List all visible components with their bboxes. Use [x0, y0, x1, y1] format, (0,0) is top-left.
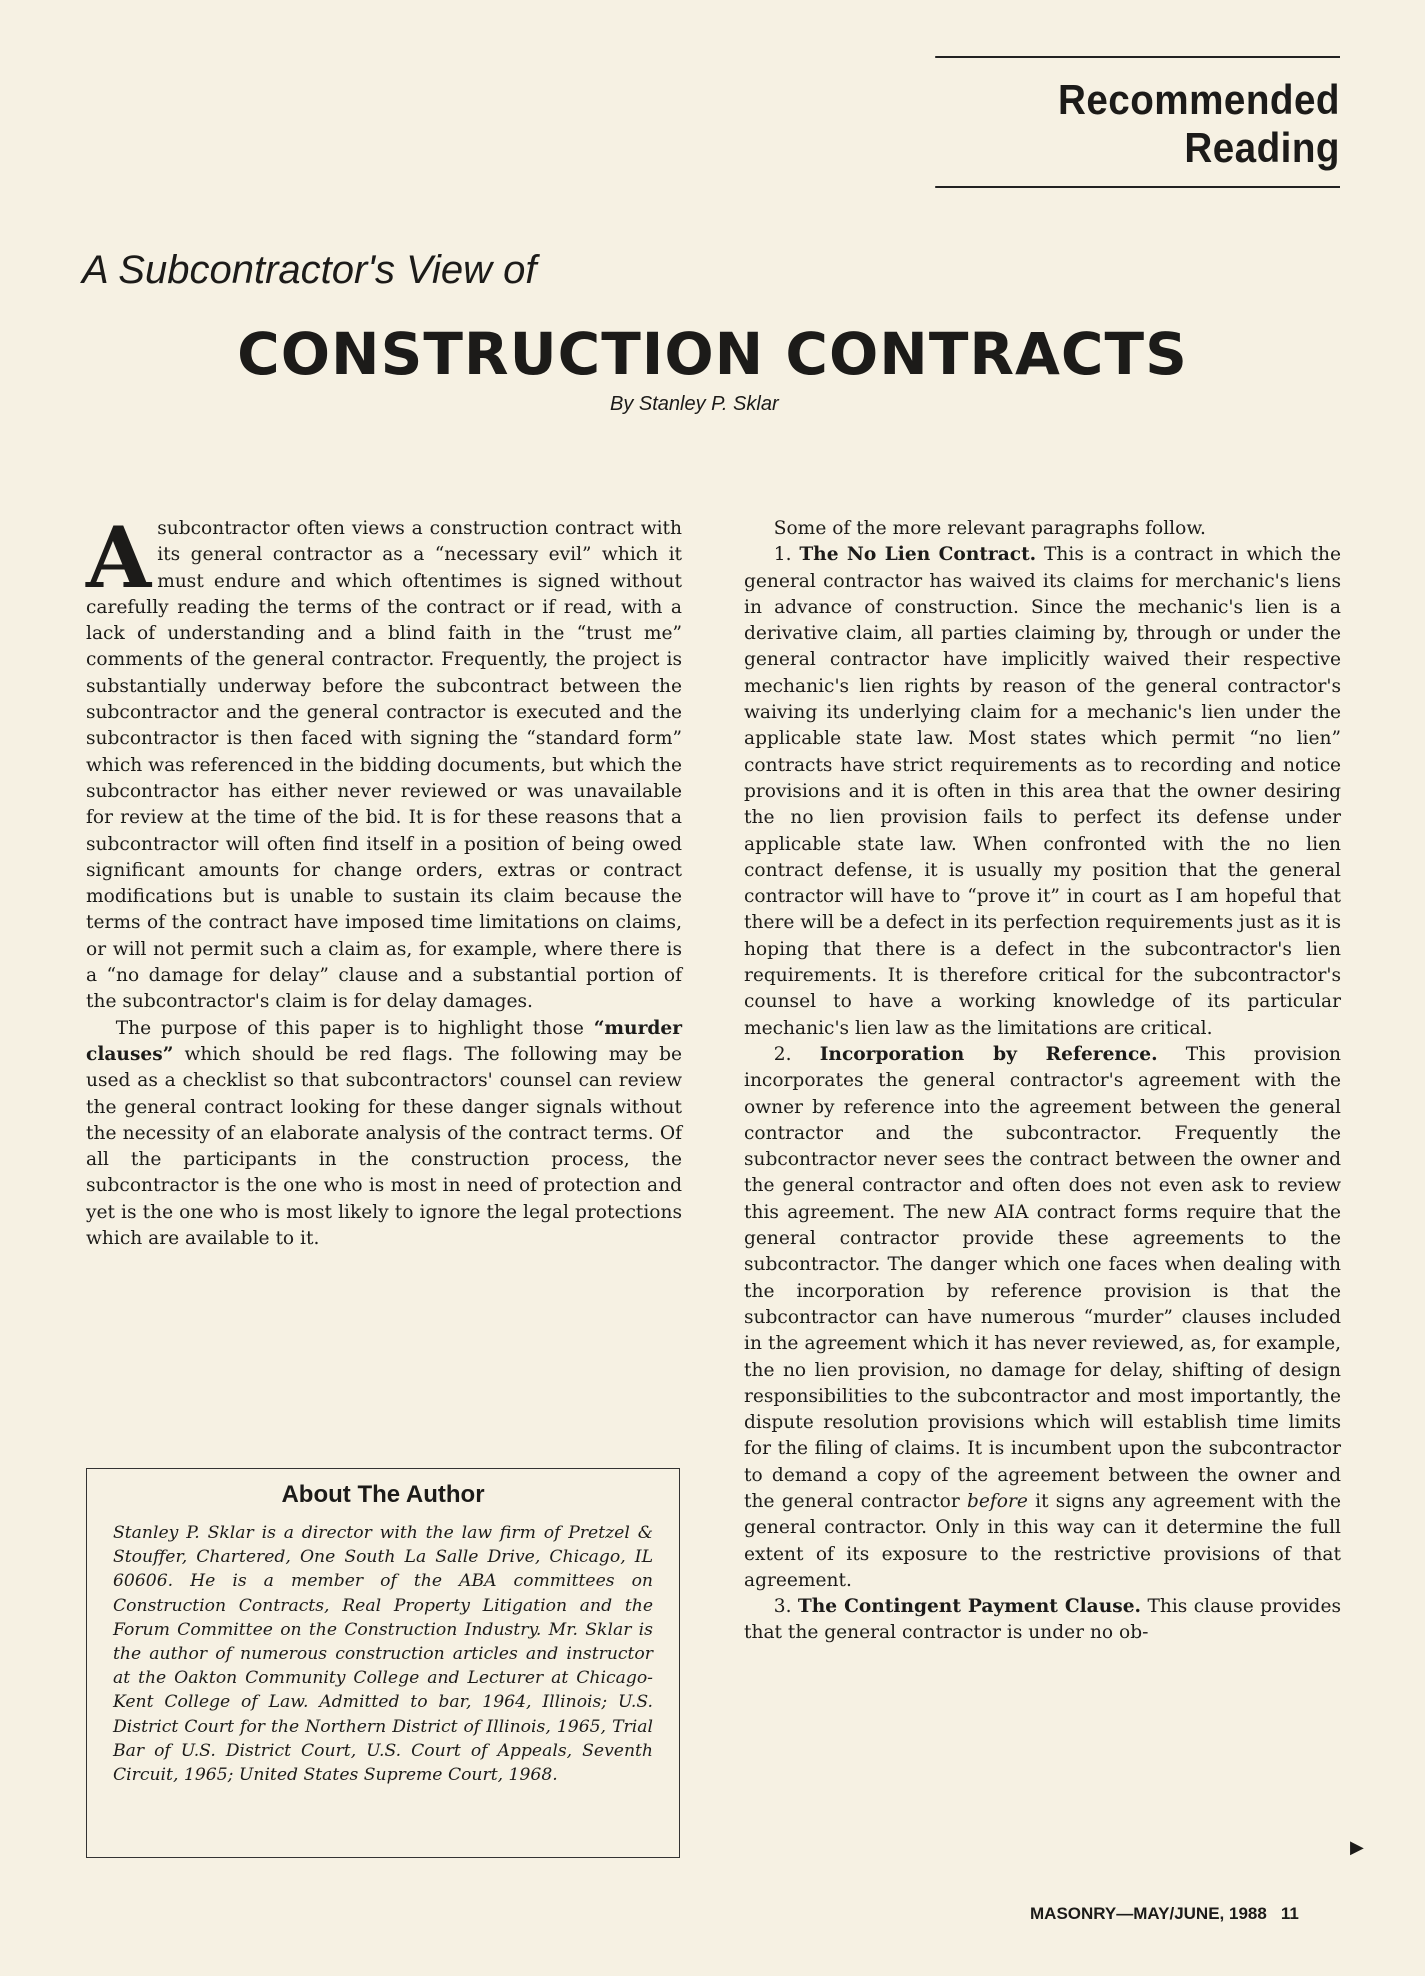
purpose-paragraph — [86, 1016, 682, 1253]
section-text: This clause provides that the general contractor is under no ob- — [744, 1596, 1341, 1644]
section-text: This is a contract in which the general contractor has waived its claims for merchanic's liens in advance of construction. Since the mechanic's lien is a derivative claim, all parties claiming by, through or under the general contractor have implicitly waived their respective mechanic's lien rights by reason of the general contractor's waiving its underlying claim for a mechanic's lien under the applicable state law. Most states which permit “no lien” contracts have strict requirements as to recording and notice provisions and it is often in this area that the owner desiring the no lien provision fails to perfect its defense under applicable state law. When confronted with the no lien contract defense, it is usually my position that the general contractor will have to “prove it” in court as I am hopeful that there will be a defect in its perfection requirements just as it is hoping that there is a defect in the subcontractor's lien requirements. It is therefore critical for the subcontractor's counsel to have a working knowledge of its particular mechanic's lien law as the limitations are critical. — [744, 544, 1342, 1039]
section-contingent-payment — [744, 1594, 1341, 1647]
article-byline: By Stanley P. Sklar — [610, 393, 779, 415]
section-no-lien — [744, 542, 1341, 1042]
article-title: CONSTRUCTION CONTRACTS — [237, 320, 1188, 388]
purpose-text-a: The purpose of this paper is to highlight those — [115, 1017, 594, 1039]
left-column — [86, 508, 682, 1252]
section-text: This provision incorporates the general contractor's agreement with the owner by reference into the agreement between the general contractor and the subcontractor. Frequently the subcontractor never sees the contract between the owner and the general contractor and often does not even ask to review this agreement. The new AIA contract forms require that the general contractor provide these agreements to the subcontractor. The danger which one faces when dealing with the incorporation by reference provision is that the subcontractor can have numerous “murder” clauses included in the agreement which it has never reviewed, as, for example, the no lien provision, no damage for delay, shifting of design responsibilities to the subcontractor and most importantly, the dispute resolution provisions which will establish time limits for the filing of claims. It is incumbent upon the subcontractor to demand a copy of the agreement between the owner and the general contractor — [744, 1043, 1342, 1512]
section-heading-no-lien: The No Lien Contract. — [799, 544, 1037, 566]
section-number: 2. — [773, 1043, 820, 1065]
continue-arrow-icon: ▶ — [1350, 1837, 1364, 1858]
page-number: 11 — [1280, 1904, 1299, 1923]
section-incorporation — [744, 1042, 1341, 1594]
list-intro: Some of the more relevant paragraphs follow. — [773, 518, 1206, 539]
page-footer — [1030, 1904, 1299, 1924]
magazine-issue: MASONRY—MAY/JUNE, 1988 — [1030, 1904, 1267, 1923]
section-text: it signs any agreement with the general contractor. Only in this way can it determine the full extent of its exposure to the restrictive provisions of that agreement. — [744, 1490, 1341, 1591]
murder-clauses-emphasis: “murder clauses” — [86, 1017, 682, 1065]
about-author-box — [86, 1468, 680, 1858]
section-number: 3. — [773, 1596, 798, 1618]
about-author-text: Stanley P. Sklar is a director with the law firm of Pretzel & Stouffer, Chartered, One South La Salle Drive, Chicago, IL 60606. He is a member of the ABA committees on Construction Contracts, Real Property Litigation and the Forum Committee on the Construction Industry. Mr. Sklar is the author of numerous construction articles and instructor at the Oakton Community College and Lecturer at Chicago-Kent College of Law. Admitted to bar, 1964, Illinois; U.S. District Court for the Northern District of Illinois, 1965, Trial Bar of U.S. District Court, U.S. Court of Appeals, Seventh Circuit, 1965; United States Supreme Court, 1968. — [113, 1523, 653, 1786]
section-heading: Recommended Reading — [935, 56, 1340, 188]
section-heading-incorporation: Incorporation by Reference. — [819, 1043, 1158, 1065]
right-column — [744, 516, 1341, 1647]
intro-paragraph — [86, 508, 682, 1016]
section-heading-contingent-payment: The Contingent Payment Clause. — [797, 1596, 1142, 1618]
about-author-heading: About The Author — [281, 1481, 485, 1508]
article-kicker: A Subcontractor's View of — [82, 248, 537, 292]
drop-cap: A — [86, 508, 152, 607]
intro-text: subcontractor often views a construction contract with its general contractor as a “necessary evil” which it must endure and which oftentimes is signed without carefully reading the terms of the contract or if read, with a lack of understanding and a blind faith in the “trust me” comments of the general contractor. Frequently, the project is substantially underway before the subcontract between the subcontractor and the general contractor is executed and the subcontractor is then faced with signing the “standard form” which was referenced in the bidding documents, but which the subcontractor has either never reviewed or was unavailable for review at the time of the bid. It is for these reasons that a subcontractor will often find itself in a position of being owed significant amounts for change orders, extras or contract modifications but is unable to sustain its claim because the terms of the contract have imposed time limitations on claims, or will not permit such a claim as, for example, where there is a “no damage for delay” clause and a substantial portion of the subcontractor's claim is for delay damages. — [86, 518, 682, 1013]
section-number: 1. — [773, 544, 800, 566]
purpose-text-b: which should be red flags. The following may be used as a checklist so that subcontractors' counsel can review the general contract looking for these danger signals without the necessity of an elaborate analysis of the contract terms. Of all the participants in the construction process, the subcontractor is the one who is most in need of protection and yet is the one who is most likely to ignore the legal protections which are available to it. — [86, 1043, 682, 1250]
before-emphasis: before — [967, 1490, 1028, 1512]
